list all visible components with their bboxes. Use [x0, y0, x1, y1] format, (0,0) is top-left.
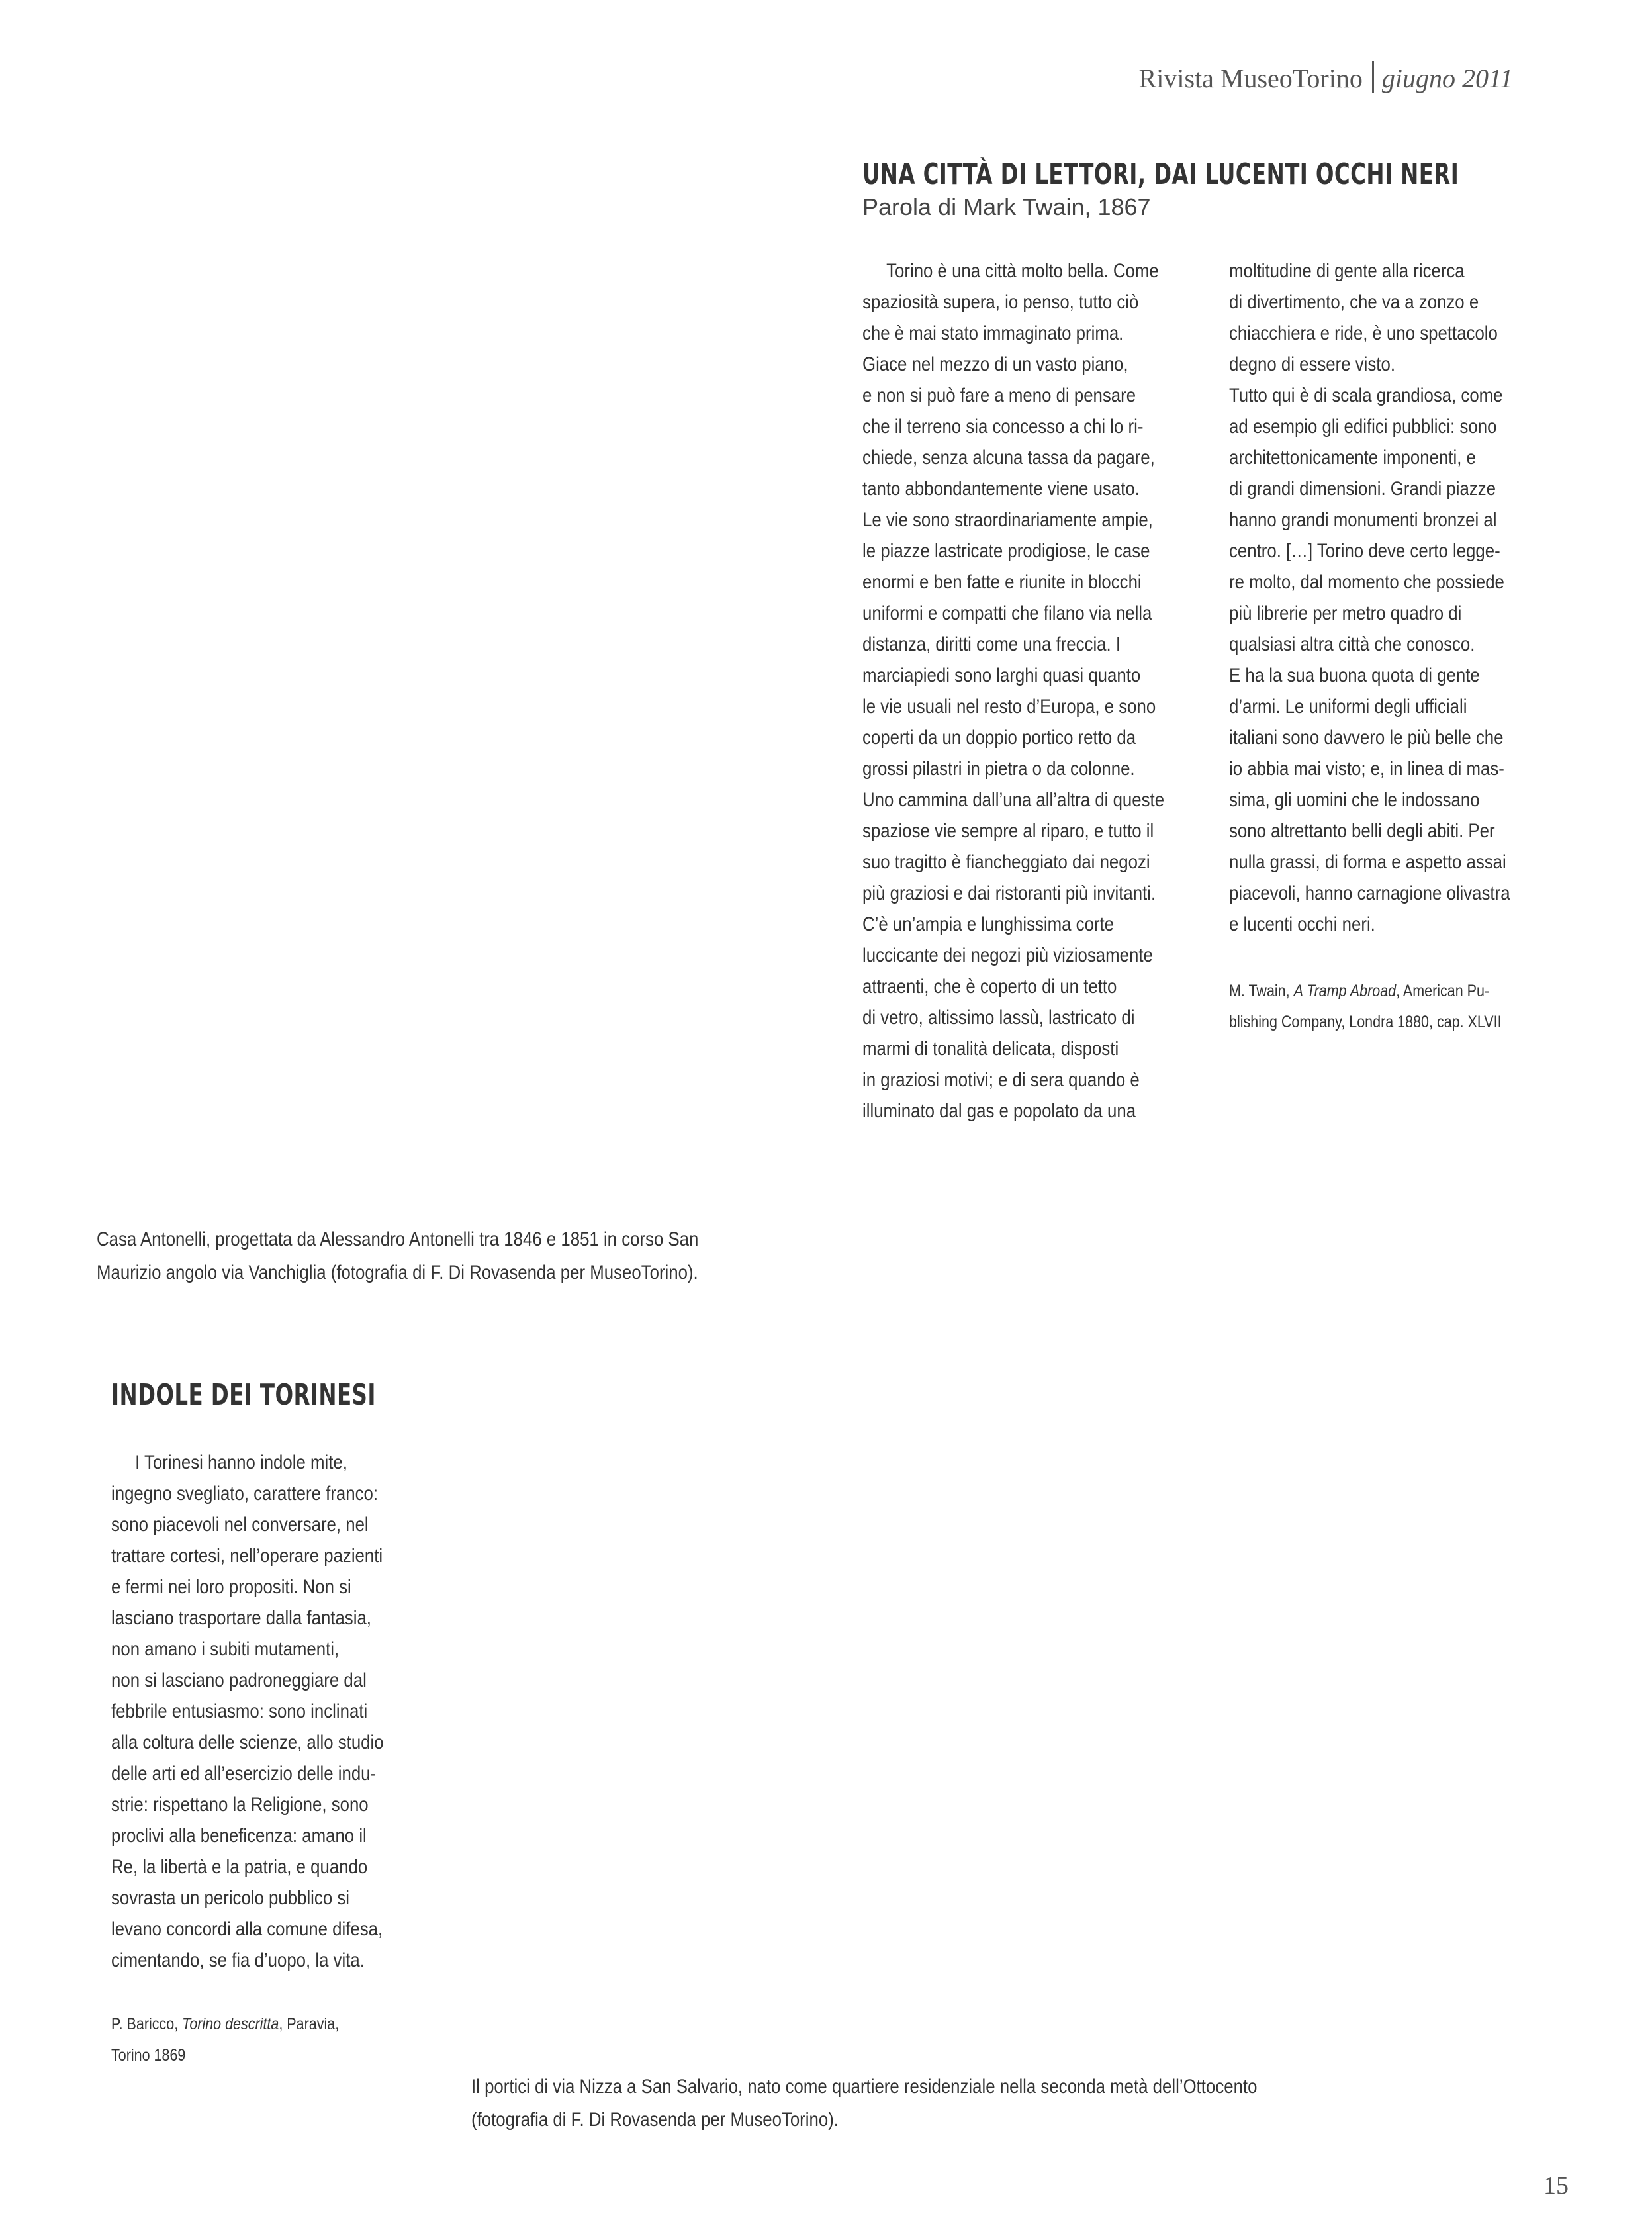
text-line: di grandi dimensioni. Grandi piazze [1229, 478, 1496, 500]
text-line: di divertimento, che va a zonzo e [1229, 291, 1479, 313]
text-line: strie: rispettano la Religione, sono [111, 1794, 369, 1816]
text-line: proclivi alla beneficenza: amano il [111, 1825, 367, 1847]
source-citation [111, 2009, 339, 2071]
citation-line: blishing Company, Londra 1880, cap. XLVII [1229, 1013, 1502, 1031]
text-line: Re, la libertà e la patria, e quando [111, 1856, 368, 1878]
article-subtitle: Parola di Mark Twain, 1867 [862, 193, 1151, 220]
citation-author: M. Twain, [1229, 982, 1294, 1000]
header-divider [1372, 61, 1374, 93]
citation-author: P. Baricco, [111, 2015, 183, 2033]
text-line: e non si può fare a meno di pensare [862, 385, 1136, 406]
text-line: Torino è una città molto bella. Come [886, 260, 1159, 282]
text-line: grossi pilastri in pietra o da colonne. [862, 758, 1135, 780]
text-line: spaziosità supera, io penso, tutto ciò [862, 291, 1139, 313]
section-title: INDOLE DEI TORINESI [111, 1378, 376, 1412]
text-line: sono piacevoli nel conversare, nel [111, 1514, 369, 1536]
photo-caption [97, 1223, 698, 1289]
section-column [111, 1447, 384, 1976]
text-line: cimentando, se fia d’uopo, la vita. [111, 1949, 365, 1971]
text-line: sono altrettanto belli degli abiti. Per [1229, 820, 1495, 842]
text-line: C’è un’ampia e lunghissima corte [862, 913, 1115, 935]
text-line: sima, gli uomini che le indossano [1229, 789, 1480, 811]
text-line: luccicante dei negozi più viziosamente [862, 945, 1153, 966]
text-line: nulla grassi, di forma e aspetto assai [1229, 851, 1506, 873]
text-line: Uno cammina dall’una all’altra di queste [862, 789, 1165, 811]
text-line: tanto abbondantemente viene usato. [862, 478, 1140, 500]
text-line: le vie usuali nel resto d’Europa, e sono [862, 696, 1156, 718]
text-line: e fermi nei loro propositi. Non si [111, 1576, 351, 1598]
caption-line: (fotografia di F. Di Rovasenda per MuseoTorino). [471, 2109, 839, 2131]
text-line: suo tragitto è fiancheggiato dai negozi [862, 851, 1150, 873]
page-number: 15 [1543, 2172, 1569, 2200]
text-line: delle arti ed all’esercizio delle indu- [111, 1763, 377, 1785]
article-title: UNA CITTÀ DI LETTORI, DAI LUCENTI OCCHI NERI [862, 158, 1459, 191]
text-line: e lucenti occhi neri. [1229, 913, 1375, 935]
text-line: lasciano trasportare dalla fantasia, [111, 1607, 371, 1629]
text-line: marciapiedi sono larghi quasi quanto [862, 665, 1141, 686]
citation-line: Torino 1869 [111, 2046, 186, 2065]
text-line: italiani sono davvero le più belle che [1229, 727, 1504, 749]
text-line: alla coltura delle scienze, allo studio [111, 1732, 384, 1753]
text-line: marmi di tonalità delicata, disposti [862, 1038, 1119, 1060]
article-column-right [1229, 256, 1510, 940]
photo-caption [471, 2070, 1257, 2137]
source-citation [1229, 976, 1502, 1038]
text-line: che il terreno sia concesso a chi lo ri- [862, 416, 1144, 438]
text-line: enormi e ben fatte e riunite in blocchi [862, 571, 1142, 593]
text-line: I Torinesi hanno indole mite, [135, 1452, 347, 1473]
text-line: in graziosi motivi; e di sera quando è [862, 1069, 1140, 1091]
caption-line: Maurizio angolo via Vanchiglia (fotografia di F. Di Rovasenda per MuseoTorino). [97, 1262, 698, 1283]
caption-line: Casa Antonelli, progettata da Alessandro Antonelli tra 1846 e 1851 in corso San [97, 1229, 699, 1250]
caption-line: Il portici di via Nizza a San Salvario, nato come quartiere residenziale nella seconda metà dell’Ottocento [471, 2076, 1258, 2098]
text-line: d’armi. Le uniformi degli ufficiali [1229, 696, 1467, 718]
text-line: illuminato dal gas e popolato da una [862, 1100, 1136, 1122]
text-line: ingegno svegliato, carattere franco: [111, 1483, 379, 1505]
text-line: moltitudine di gente alla ricerca [1229, 260, 1465, 282]
text-line: non si lasciano padroneggiare dal [111, 1669, 367, 1691]
text-line: più librerie per metro quadro di [1229, 602, 1462, 624]
text-line: architettonicamente imponenti, e [1229, 447, 1476, 469]
text-line: le piazze lastricate prodigiose, le case [862, 540, 1150, 562]
text-line: io abbia mai visto; e, in linea di mas- [1229, 758, 1504, 780]
text-line: uniformi e compatti che filano via nella [862, 602, 1152, 624]
citation-publisher: , Paravia, [279, 2015, 340, 2033]
text-line: Tutto qui è di scala grandiosa, come [1229, 385, 1503, 406]
text-line: distanza, diritti come una freccia. I [862, 633, 1121, 655]
text-line: E ha la sua buona quota di gente [1229, 665, 1480, 686]
text-line: trattare cortesi, nell’operare pazienti [111, 1545, 383, 1567]
text-line: febbrile entusiasmo: sono inclinati [111, 1700, 368, 1722]
text-line: attraenti, che è coperto di un tetto [862, 976, 1117, 998]
citation-publisher: , American Pu- [1396, 982, 1490, 1000]
article-column-left [862, 256, 1164, 1127]
text-line: non amano i subiti mutamenti, [111, 1638, 340, 1660]
text-line: più graziosi e dai ristoranti più invitanti. [862, 882, 1156, 904]
text-line: coperti da un doppio portico retto da [862, 727, 1136, 749]
text-line: sovrasta un pericolo pubblico si [111, 1887, 349, 1909]
text-line: centro. […] Torino deve certo legge- [1229, 540, 1500, 562]
text-line: qualsiasi altra città che conosco. [1229, 633, 1475, 655]
citation-line [1229, 976, 1502, 1007]
text-line: spaziose vie sempre al riparo, e tutto il [862, 820, 1154, 842]
text-line: ad esempio gli edifici pubblici: sono [1229, 416, 1497, 438]
issue-date: giugno 2011 [1381, 64, 1513, 93]
text-line: Le vie sono straordinariamente ampie, [862, 509, 1153, 531]
text-line: re molto, dal momento che possiede [1229, 571, 1504, 593]
text-line: degno di essere visto. [1229, 353, 1395, 375]
text-line: che è mai stato immaginato prima. [862, 322, 1124, 344]
citation-book-title: Torino descritta [182, 2015, 279, 2033]
text-line: hanno grandi monumenti bronzei al [1229, 509, 1497, 531]
text-line: chiacchiera e ride, è uno spettacolo [1229, 322, 1498, 344]
text-line: chiede, senza alcuna tassa da pagare, [862, 447, 1155, 469]
text-line: levano concordi alla comune difesa, [111, 1918, 383, 1940]
text-line: piacevoli, hanno carnagione olivastra [1229, 882, 1510, 904]
running-header [1139, 61, 1513, 94]
magazine-name: Rivista MuseoTorino [1138, 64, 1363, 93]
citation-line [111, 2009, 339, 2040]
citation-book-title: A Tramp Abroad [1293, 982, 1397, 1000]
text-line: Giace nel mezzo di un vasto piano, [862, 353, 1128, 375]
text-line: di vetro, altissimo lassù, lastricato di [862, 1007, 1135, 1029]
